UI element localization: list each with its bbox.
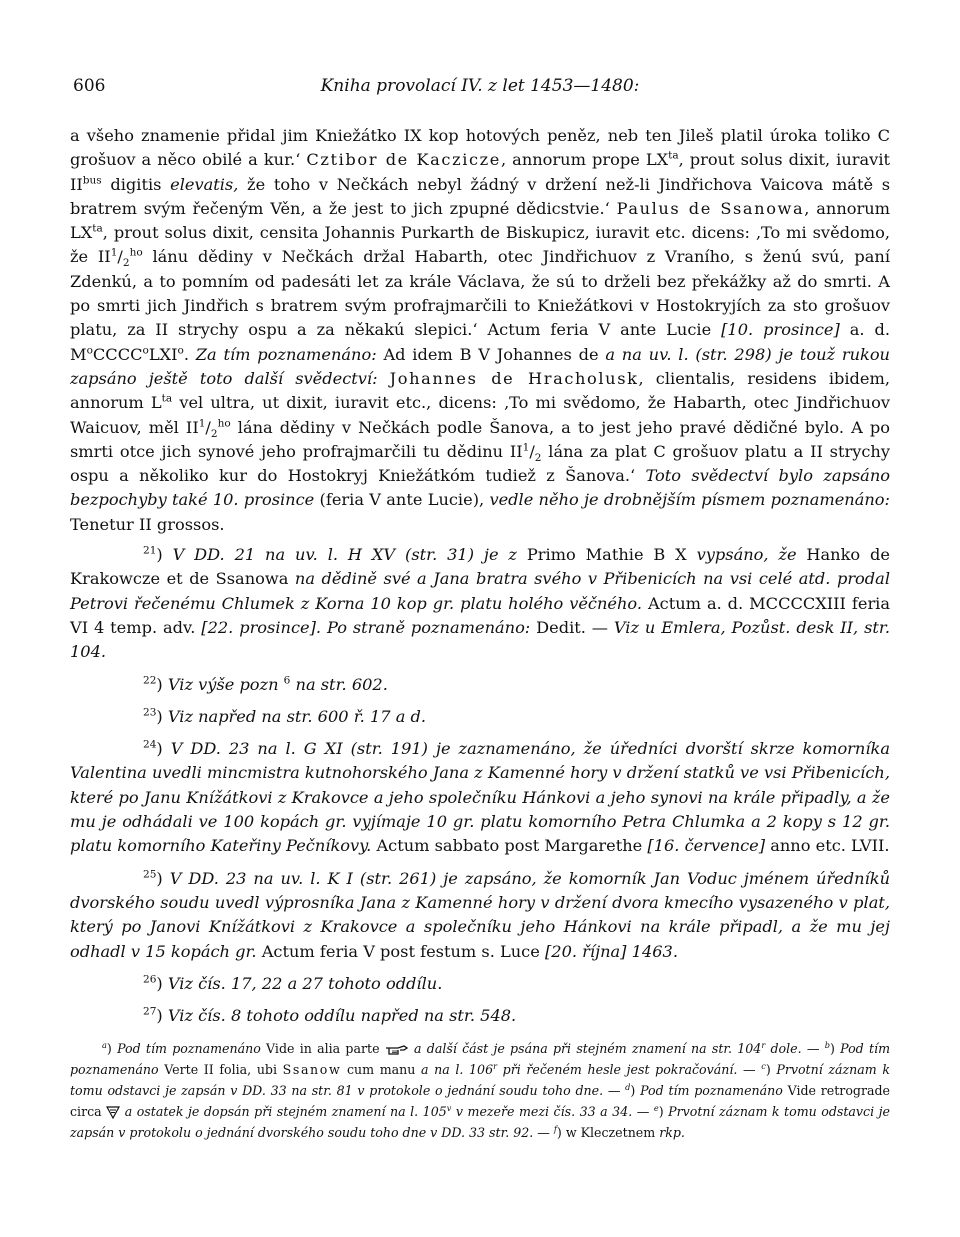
apparatus-footnotes: $^a$) Pod tím poznamenáno Vide in alia parte a další část je psána při stejném znamení na str. 104$^r$ dole. — $^b$) Pod tím poznamenáno Verte II folia, ubi Ssanow cum manu a na l. 106$^r$ při řečeném hesle jest pokračování. — $^c$) Prvotní záznam k tomu odstavci je zapsán v DD. 33 na str. 81 v protokole o jednání soudu toho dne. — $^d$) Pod tím poznamenáno Vide retrograde circa a ostatek je dopsán při stejném znamení na l. 105$^v$ v mezeře mezi čís. 33 a 34. — $^e$) Prvotní záznam k tomu odstavci je zapsán v protokolu o jednání dvorského soudu toho dne v DD. 33 str. 92. — $^f$) w Kleczetnem rkp.: [70, 1040, 891, 1141]
page-number: 606: [73, 76, 106, 96]
note-23: $^{23}$) Viz napřed na str. 600 ř. 17 a d.: [143, 706, 427, 726]
witness-name: Paulus de Ssanowa: [616, 198, 805, 218]
witness-name: Cztibor de Kaczicze: [306, 150, 501, 170]
note-21: $^{21}$) V DD. 21 na uv. l. H XV (str. 31) je z Primo Mathie B X vypsáno, že Hanko de Krakowcze et de Ssanowa na dědině své a Jana bratra svého v Přibenicích na vsi celé atd. prodal Petrovi řečenému Chlumek z Korna 10 kop gr. platu holého věčného. Actum a. d. MCCCCXIII feria VI 4 temp. adv. [22. prosince]. Po straně poznamenáno: Dedit. — Viz u Emlera, Pozůst. desk II, str. 104.: [70, 544, 891, 662]
note-22: $^{22}$) Viz výše pozn $^6$ na str. 602.: [143, 674, 388, 694]
pointing-hand-icon: [385, 1045, 409, 1055]
note-26: $^{26}$) Viz čís. 17, 22 a 27 tohoto oddílu.: [143, 973, 443, 993]
page: [70, 70, 890, 1143]
note-24: $^{24}$) V DD. 23 na l. G XI (str. 191) je zaznamenáno, že úředníci dvorští skrze komorníka Valentina uvedli mincmistra kutnohorského Jana z Kamenné hory v držení statků ve vsi Přibenicích, které po Janu Knížátkovi z Krakovce a jeho společníku Hánkovi a jeho synovi na krále připadly, a že mu je odhádali ve 100 kopách gr. vyjímaje 10 gr. platu komorního Petra Chlumka a 2 kopy s 12 gr. platu komorního Kateřiny Pečníkovy. Actum sabbato post Margarethe [16. července] anno etc. LVII.: [70, 738, 890, 856]
running-title: Kniha provolací IV. z let 1453—1480:: [320, 76, 640, 96]
triangle-sign-icon: [106, 1106, 120, 1119]
note-27: $^{27}$) Viz čís. 8 tohoto oddílu napřed na str. 548.: [143, 1005, 517, 1026]
page-header: [70, 70, 890, 100]
main-text: [70, 124, 890, 537]
witness-name: Johannes de Hracholusk: [389, 368, 639, 388]
main-paragraph: a všeho znamenie přidal jim Kniežátko IX kop hotových peněz, neb ten Jileš platil úroka toliko C grošuov a něco obilé a kur.‘ Cztibor de Kaczicze, annorum prope $LX^{ta}$, prout solus dixit, iuravit $II^{bus}$ digitis elevatis, že toho v Nečkách nebyl žádný v držení než-li Jindřichova Vaicova mátě s bratrem svým řečeným Věn, a že jest to jich zpupné dědicstvie.‘ Paulus de Ssanowa, annorum $LX^{ta}$, prout solus dixit, censita Johannis Purkarth de Biskupicz, iuravit etc. dicens: ‚To mi svědomo, že $II^1/_2^{ho}$ lánu dědiny v Nečkách držal Habarth, otec Jindřichuov z Vraního, s ženú svú, paní Zdenkú, a to pomním od padesáti let za krále Václava, že sú to drželi bez překážky až do smrti. A po smrti jich Jindřich s bratrem svým profrajmarčili to Kniežátkovi v Hostokryjích za sto grošuov platu, za II strychy ospu a za někakú slepici.‘ Actum feria V ante Lucie [10. prosince] a. d. $M^oCCCC^oLXI^o$. Za tím poznamenáno: Ad idem B V Johannes de a na uv. l. (str. 298) je touž rukou zapsáno ještě toto další svědectví: Johannes de Hracholusk, clientalis, residens ibidem, annorum $L^{ta}$ vel ultra, ut dixit, iuravit etc., dicens: ‚To mi svědomo, že Habarth, otec Jindřichuov Waicuov, měl $II^1/_2^{ho}$ lána dědiny v Nečkách podle Šanova, a to jest jeho pravé dědičné bylo. A po smrti otce jich synové jeho profrajmarčili tu dědinu $II^1/_2$ lána za plat C grošuov platu a II strychy ospu a několiko kur do Hostokryj Kniežátkóm tudiež z Šanova.‘ Toto svědectví bylo zapsáno bezpochyby také 10. prosince (feria V ante Lucie), vedle něho je drobnějším písmem poznamenáno: Tenetur II grossos.: [70, 126, 891, 534]
note-25: $^{25}$) V DD. 23 na uv. l. K I (str. 261) je zapsáno, že komorník Jan Voduc jménem úředníků dvorského soudu uvedl výprosníka Jana z Kamenné hory v držení dvora kmecího vysazeného v plat, který po Janovi Knížátkovi z Krakovce a společníku jeho Hánkovi na krále připadl, a že mu jej odhadl v 15 kopách gr. Actum feria V post festum s. Luce [20. října] 1463.: [70, 868, 890, 961]
